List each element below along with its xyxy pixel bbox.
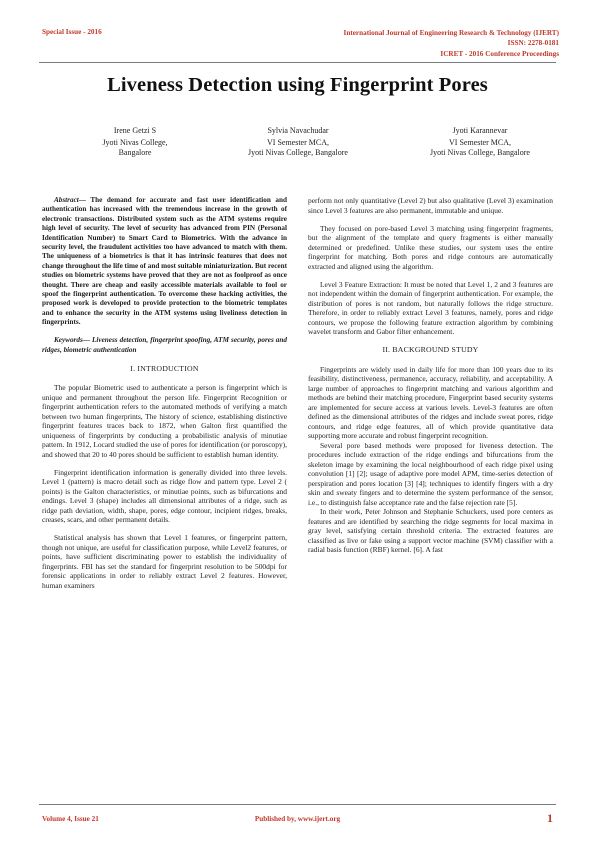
author-name: Jyoti Karannevar xyxy=(452,126,508,135)
keywords xyxy=(42,336,287,355)
paragraph: Fingerprints are widely used in daily life for more than 100 years due to its feasibility, distinctiveness, permanence, accuracy, reliability, and acceptability. A large number of approaches to fingerprint matching and various algorithm and methods are behind their matching procedure, Fingerprint based security systems are implemented for secure access at various levels. Level-3 features are often defined as the dimensional attributes of the ridges and include sweat pores, ridge contours, and ridge edge features, all of which provide quantitative data supporting more accurate and robust fingerprint recognition. xyxy=(308,364,553,440)
author-affiliation: Jyoti Nivas College, xyxy=(102,137,168,147)
paragraph: The popular Biometric used to authenticate a person is fingerprint which is unique and permanent throughout the person life. Fingerprint Recognition or fingerprint authentication refers to the automated methods of verifying a match between two human fingerprints, The history of science, establishing distinctive fingerprint features traces back to 1872, when Galton first quantified the uniqueness of fingerprints by conducting a probabilistic analysis of minutiae pattern. In 1912, Locard studied the use of pores for identification (or poroscopy), and showed that 20 to 40 pores should be sufficient to establish human identity. xyxy=(42,383,287,459)
author-2 xyxy=(213,126,383,159)
journal-name: International Journal of Engineering Research & Technology (IJERT) xyxy=(343,29,559,37)
journal-issn: ISSN: 2278-0181 xyxy=(507,39,559,48)
author-affiliation: Bangalore xyxy=(118,148,152,158)
journal-header xyxy=(344,28,559,59)
paragraph: In their work, Peter Johnson and Stephanie Schuckers, used pore centers as features and are identified by searching the ridge segments for local maxima in gray level, satisfying certain threshold criteria. The extracted features are classified as live or fake using a support vector machine (SVM) classifier with a radial basis function (RBF) kernel. [6]. A fast xyxy=(308,507,553,554)
author-affiliation: VI Semester MCA, xyxy=(449,137,511,147)
header-rule xyxy=(39,62,556,63)
abstract xyxy=(42,196,287,328)
paragraph: Statistical analysis has shown that Level 1 features, or fingerprint pattern, though not unique, are useful for classification purpose, while Level2 features, or points, have sufficient discriminating power to establish the individuality of fingerprints. FBI has set the standard for fingerprint resolution to be 500dpi for forensic applications in order to reliably extract Level 2 features. However, human examiners xyxy=(42,533,287,590)
keywords-text: Liveness detection, fingerprint spoofing, ATM security, pores and ridges, biometric authentication xyxy=(42,336,287,354)
abstract-label: Abstract— xyxy=(54,196,86,204)
paragraph: They focused on pore-based Level 3 matching using fingerprint fragments, but the alignment of the template and query fragments is either manually determined or predefined. Unlike these studies, our system uses the entire fingerprint for matching. Both pores and ridge contours are automatically extracted and aligned using the algorithm. xyxy=(308,223,553,271)
author-affiliation: Jyoti Nivas College, Bangalore xyxy=(248,148,348,158)
author-affiliation: VI Semester MCA, xyxy=(267,137,329,147)
left-column xyxy=(42,196,287,599)
footer-rule xyxy=(39,804,556,805)
paragraph: Several pore based methods were proposed for liveness detection. The procedures include extraction of the ridge endings and bifurcations from the skeleton image by examining the local neighbourhood of each ridge pixel using convolution [1] [2]; usage of adaptive pore model APM, time-series detection of perspiration and pores location [3] [4]; techniques to identify fingers with a dry skin and sweaty fingers and to determine the system performance of the sensor, i.e., to distinguish false acceptance rate and the false rejection rate [5]. xyxy=(308,440,553,507)
paper-title: Liveness Detection using Fingerprint Pores xyxy=(107,74,488,96)
conference-name: ICRET - 2016 Conference Proceedings xyxy=(440,49,559,58)
volume-label: Volume 4, Issue 21 xyxy=(42,815,99,823)
paragraph: perform not only quantitative (Level 2) but also qualitative (Level 3) examination since Level 3 features are also permanent, immutable and unique. xyxy=(308,196,553,215)
abstract-text: The demand for accurate and fast user identification and authentication has increased with the tremendous increase in the growth of electronic transactions. Distributed system such as the ATM systems require high level of security. The level of security has advanced from PIN (Personal Identification Number) to Smart Card to Biometrics. With the advance in security level, the fraudulent activities too have advanced to match with them. The uniqueness of a biometrics is that it has intrinsic features that does not change throughout the life time of and most suitable miniaturization. But recent studies on biometric systems have proved that they are not as foolproof as once thought. There are cheap and easily accessible materials available to fool or spoof the fingerprint authentication. To overcome these hacking activities, the proposed work is developed to provide protection to the biometric templates and to enhance the security in the ATM systems using liveliness detection in fingerprints. xyxy=(42,196,287,327)
paragraph: Fingerprint identification information is generally divided into three levels. Level 1 (pattern) is macro detail such as ridge flow and pattern type. Level 2 ( points) is the Galton characteristics, or minutiae points, such as bifurcations and endings. Level 3 (shape) includes all dimensional attributes of a ridge, such as ridge path deviation, width, shape, pores, edge contour, incipient ridges, breaks, creases, scars, and other permanent details. xyxy=(42,467,287,524)
author-3 xyxy=(395,126,565,159)
page-number: 1 xyxy=(547,811,553,825)
keywords-label: Keywords— xyxy=(54,336,90,345)
author-name: Sylvia Navachudar xyxy=(267,126,329,135)
section-heading-background: II. BACKGROUND STUDY xyxy=(382,345,479,354)
author-name: Irene Getzi S xyxy=(113,126,157,135)
author-affiliation: Jyoti Nivas College, Bangalore xyxy=(430,148,530,158)
paragraph: Level 3 Feature Extraction: It must be noted that Level 1, 2 and 3 features are not independent within the domain of fingerprint authentication. For example, the distribution of pores is not random, but naturally follows the ridge structure. Therefore, in order to reliably extract Level 3 features, namely, pores and ridge contours, we propose the following feature extraction algorithm by combining wavelet transform and Gabor filter enhancement. xyxy=(308,279,553,336)
author-1 xyxy=(50,126,220,159)
issue-label: Special Issue - 2016 xyxy=(42,28,102,36)
section-heading-introduction: I. INTRODUCTION xyxy=(130,363,199,373)
right-column xyxy=(308,196,553,555)
publisher-label: Published by, www.ijert.org xyxy=(254,815,341,823)
